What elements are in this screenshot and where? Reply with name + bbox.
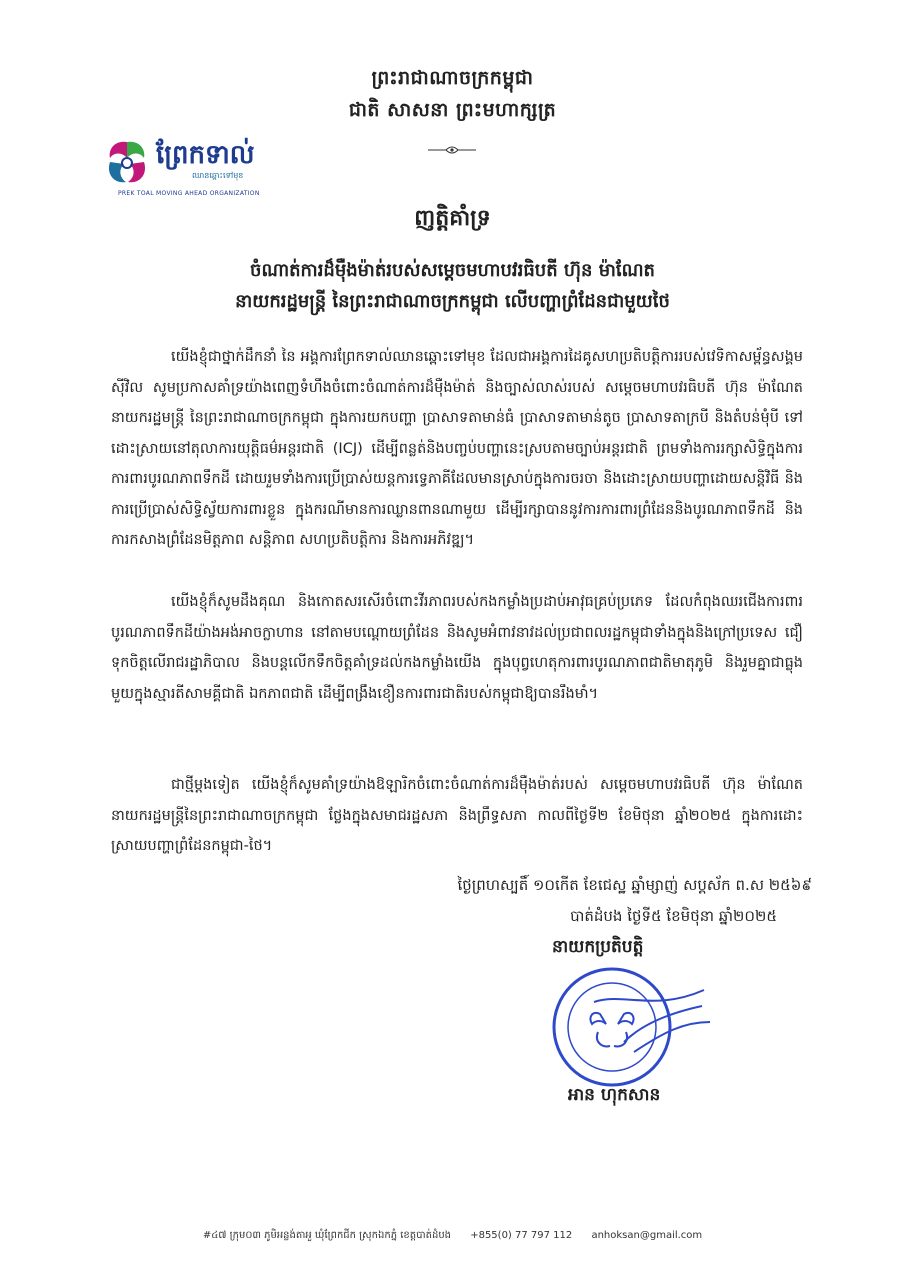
national-motto-nation-religion-king: ជាតិ សាសនា ព្រះមហាក្សត្រ xyxy=(348,99,557,121)
logo-name: ព្រែកទាល់ xyxy=(156,140,255,170)
footer-phone: +855(0) 77 797 112 xyxy=(470,1230,573,1241)
organization-logo-mark-icon xyxy=(100,136,154,190)
footer-contact xyxy=(0,1228,905,1243)
lunar-date: ថ្ងៃព្រហស្បតិ៍ ១០កើត ខែជេស្ឋ ឆ្នាំម្សាញ់ សប្តស័ក ព.ស ២៥៦៩ xyxy=(457,876,812,894)
organization-logo xyxy=(100,136,260,198)
logo-tagline: ឈានឆ្ពោះទៅមុខ xyxy=(192,171,244,180)
footer-email: anhoksan@gmail.com xyxy=(591,1230,703,1241)
place-and-date: បាត់ដំបង ថ្ងៃទី៥ ខែមិថុនា ឆ្នាំ២០២៥ xyxy=(570,907,777,925)
body-paragraph-2: យើងខ្ញុំក៏សូមដឹងគុណ និងកោតសរសើរចំពោះវីរភាពរបស់កងកម្លាំងប្រដាប់អាវុធគ្រប់ប្រភេទ ដែលកំពុងឈរជើងការពារបូរណភាពទឹកដីយ៉ាងអង់អាចក្លាហាន នៅតាមបណ្តោយព្រំដែន និងសូមអំពាវនាវដល់ប្រជាពលរដ្ឋកម្ពុជាទាំងក្នុងនិងក្រៅប្រទេស ជឿទុកចិត្តលើរាជរដ្ឋាភិបាល និងបន្តលើកទឹកចិត្តគាំទ្រដល់កងកម្លាំងយើង ក្នុងបុព្វហេតុការពារបូរណភាពជាតិមាតុភូមិ និងរួមគ្នាជាធ្លុងមួយក្នុងស្មារតីសាមគ្គីជាតិ ឯកភាពជាតិ ដើម្បីពង្រឹងខឿនការពារជាតិរបស់កម្ពុជាឱ្យបានរឹងមាំ។ xyxy=(111,594,803,702)
document-title: ញត្តិគាំទ្រ xyxy=(414,206,491,231)
ornament-divider-icon xyxy=(426,144,478,156)
national-motto-kingdom: ព្រះរាជាណាចក្រកម្ពុជា xyxy=(371,67,534,89)
document-subtitle-line2: នាយករដ្ឋមន្ត្រី នៃព្រះរាជាណាចក្រកម្ពុជា លើបញ្ហាព្រំដែនជាមួយថៃ xyxy=(235,291,670,312)
footer-address: #៤៧ ក្រុម០៣ ភូមិអន្លង់តាអួ ឃុំព្រែកជីក ស្រុកឯកភ្នំ ខេត្តបាត់ដំបង xyxy=(202,1230,452,1241)
signatory-name: អាន ហុកសាន xyxy=(568,1085,661,1105)
body-paragraph-3: ជាថ្មីម្តងទៀត យើងខ្ញុំក៏សូមគាំទ្រយ៉ាងឱឡារិកចំពោះចំណាត់ការដ៏ម៉ឺងម៉ាត់របស់ សម្តេចមហាបវរធិបតី ហ៊ុន ម៉ាណែត នាយករដ្ឋមន្ត្រីនៃព្រះរាជាណាចក្រកម្ពុជា ថ្លែងក្នុងសមាជរដ្ឋសភា និងព្រឹទ្ធសភា កាលពីថ្ងៃទី២ ខែមិថុនា ឆ្នាំ២០២៥ ក្នុងការដោះស្រាយបញ្ហាព្រំដែនកម្ពុជា-ថៃ។ xyxy=(111,777,803,854)
document-subtitle-line1: ចំណាត់ការដ៏ម៉ឺងម៉ាត់របស់សម្តេចមហាបវរធិបតី ហ៊ុន ម៉ាណែត xyxy=(250,260,655,281)
body-paragraph-1: យើងខ្ញុំជាថ្នាក់ដឹកនាំ នៃ អង្គការព្រែកទាល់ឈានឆ្ពោះទៅមុខ ដែលជាអង្គការដៃគូសហប្រតិបត្តិការរបស់វេទិកាសម្ព័ន្ធសង្គមស៊ីវិល សូមប្រកាសគាំទ្រយ៉ាងពេញទំហឹងចំពោះចំណាត់ការដ៏ម៉ឺងម៉ាត់ និងច្បាស់លាស់របស់ សម្តេចមហាបវរធិបតី ហ៊ុន ម៉ាណែត នាយករដ្ឋមន្ត្រី នៃព្រះរាជាណាចក្រកម្ពុជា ក្នុងការយកបញ្ហា ប្រាសាទតាមាន់ធំ ប្រាសាទតាមាន់តូច ប្រាសាទតាក្របី និងតំបន់មុំបី ទៅដោះស្រាយនៅតុលាការយុត្តិធម៌អន្តរជាតិ (ICJ) ដើម្បីពន្លត់និងបញ្ចប់បញ្ហានេះស្របតាមច្បាប់អន្តរជាតិ ព្រមទាំងការរក្សាសិទ្ធិក្នុងការការពារបូរណភាពទឹកដី ដោយរួមទាំងការប្រើប្រាស់យន្តការទ្វេភាគីដែលមានស្រាប់ក្នុងការចរចា និងដោះស្រាយបញ្ហាដោយសន្តិវិធី និងការប្រើប្រាស់សិទ្ធិស្វ័យការពារខ្លួន ក្នុងករណីមានការឈ្លានពានណាមួយ ដើម្បីរក្សាបាននូវការការពារព្រំដែននិងបូរណភាពទឹកដី និងការកសាងព្រំដែនមិត្តភាព សន្តិភាព សហប្រតិបត្តិការ និងការអភិវឌ្ឍ។ xyxy=(111,349,803,548)
signatory-title: នាយកប្រតិបត្តិ xyxy=(552,937,644,957)
official-stamp-icon xyxy=(534,962,714,1092)
logo-english-name: PREK TOAL MOVING AHEAD ORGANIZATION xyxy=(118,190,260,197)
